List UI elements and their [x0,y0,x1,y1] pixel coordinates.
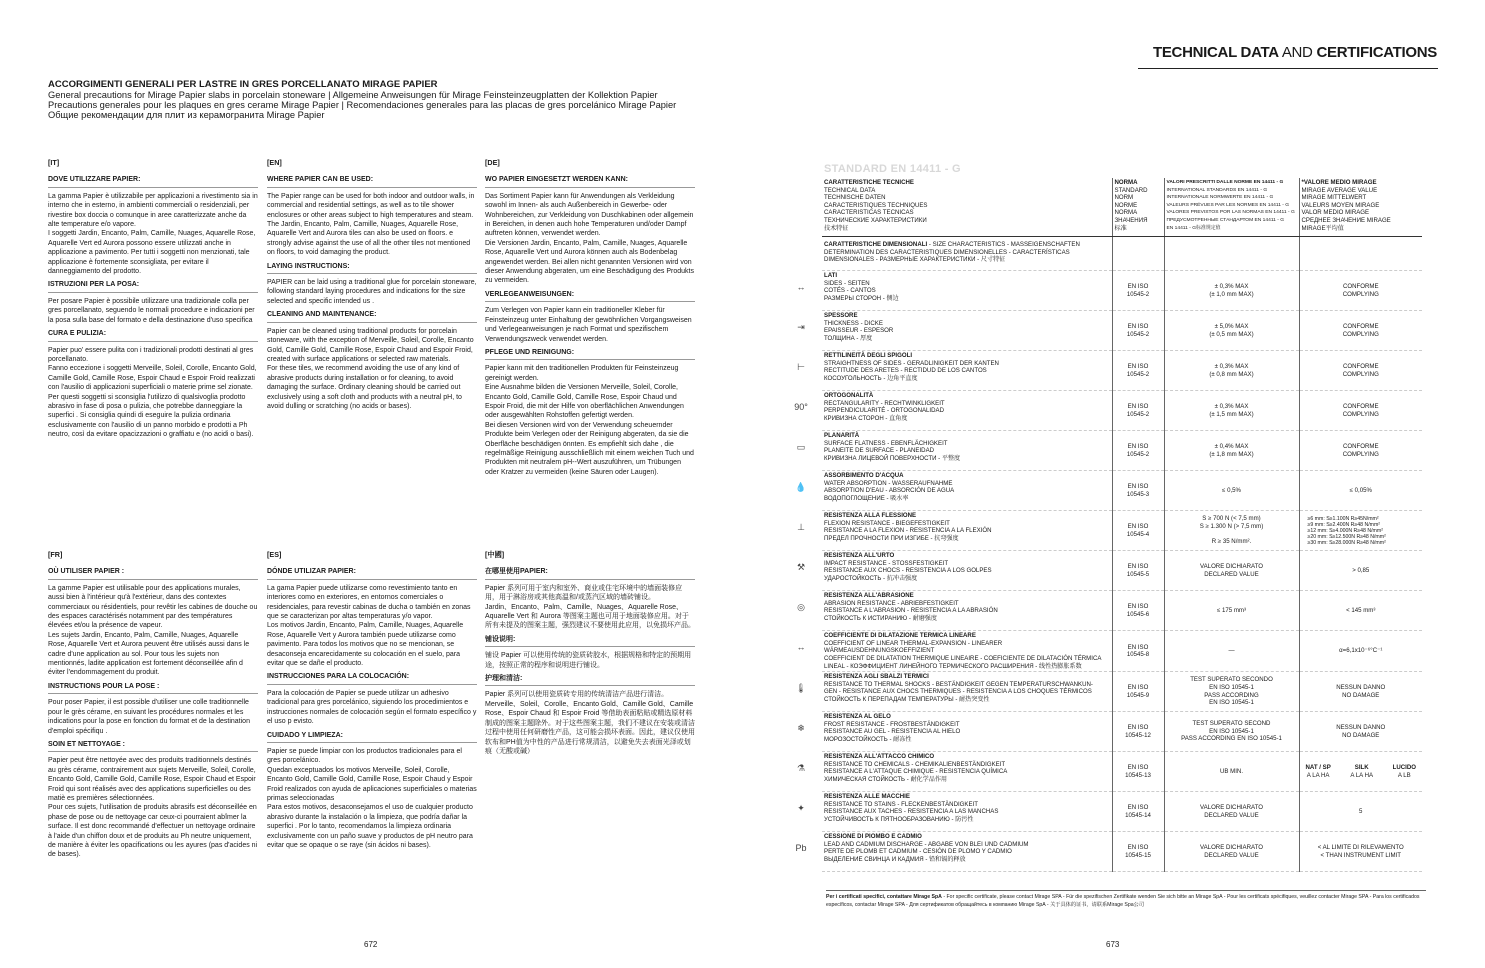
table-row [822,391,1422,431]
mirage-value-cell: 5 [1299,792,1422,832]
mirage-value-cell: NESSUN DANNO NO DAMAGE [1299,712,1422,752]
characteristic-desc: LEAD AND CADMIUM DISCHARGE - ABGABE VON BLEI UND CADMIUM PERTE DE PLOMB ET CADMIUM - CESIÓN DE PLOMO Y CADMIO ВЫДЕЛЕНИЕ СВИНЦА И КАДМИЯ - 铅和镉的释放 [824,840,1029,863]
characteristic-desc: FROST RESISTANCE - FROSTBESTÄNDIGKEIT RESISTANCE AU GEL - RESISTENCIA AL HIELO МОРОЗОСТОЙКОСТЬ - 耐冻性 [824,720,961,743]
characteristic-icon: 🌡 [795,683,807,694]
table-row [822,591,1422,631]
section-heading: ISTRUZIONI PER LA POSA: [48,280,258,292]
section-heading: CLEANING AND MAINTENANCE: [267,310,477,322]
chem-finish-value: A LA HA [1350,771,1374,779]
section-heading: PFLEGE UND REINIGUNG: [485,348,695,360]
lang-tag: [中國] [485,550,505,559]
chem-finish-label: LUCIDO [1392,764,1416,772]
section-heading: DOVE UTILIZZARE PAPIER: [48,175,258,187]
header-mirage-value: *VALORE MEDIO MIRAGE MIRAGE AVERAGE VALUE MIRAGE MITTELWERT VALEURS MOYEN MIRAGE VALOR MEDIO MIRAGE СРЕДНЕЕ ЗНАЧЕНИЕ MIRAGE MIRAGE平均值 [1299,178,1422,237]
section-heading: LAYING INSTRUCTIONS: [267,262,477,274]
section-text: Zum Verlegen von Papier kann ein traditioneller Kleber für Feinsteinzeug unter Einhaltung der gewöhnlichen Vorgangsweisen und Verlegeanweisungen je nach Format und spezifischem Verwendungszweck verwendet werden. [485,307,692,343]
characteristic-name: RESISTENZA AGLI SBALZI TERMICI [824,673,929,681]
lang-tag: [FR] [48,550,63,559]
footer-note [826,890,1426,909]
norm-cell: EN ISO 10545-15 [1112,832,1164,872]
norm-cell: EN ISO 10545-2 [1112,311,1164,351]
section-heading: 铺设说明: [485,635,695,647]
norm-cell: EN ISO 10545-8 [1112,631,1164,672]
chem-finish [1393,764,1416,779]
section-text: PAPIER can be laid using a traditional glue for porcelain stoneware, following standard laying procedures and indications for the size selected and specific intended us . [267,279,477,305]
norm-cell: EN ISO 10545-14 [1112,792,1164,832]
mirage-value-cell: CONFORME COMPLYING [1299,391,1422,431]
lang-tag: [ES] [267,550,282,559]
table-row [822,752,1422,792]
flex-value-line: ≥12 mm: S≥4.000N R≥48 N/mm² [1307,527,1383,534]
section-text: The Papier range can be used for both indoor and outdoor walls, in commercial and residential settings, as well as to tile shower enclosures or other areas subject to high temperatures and steam. The Jardin, Encanto, Palm, Camille, Nuages, Aquarelle Rose, Aquarelle Vert and Aurora tiles can also be used on floors. e strongly advise against the use of all the other tiles not mentioned on floors, to void damaging the product. [267,192,475,257]
flex-value-line: ≥9 mm: S≥2.400N R≥48 N/mm² [1307,521,1381,528]
characteristic-name: SPESSORE [824,312,858,320]
characteristic-desc: WATER ABSORPTION - WASSERAUFNAHME ABSORPTION D'EAU - ABSORCIÓN DE AGUA ВОДОПОГЛОЩЕНИЕ - 吸水率 [824,479,955,502]
footer-bold: Per i certificati specifici, contattare Mirage SpA [826,894,942,900]
norm-cell: EN ISO 10545-13 [1112,752,1164,792]
section-text: Papier 系列可以使用瓷质砖专用的传统清洁产品进行清洁。Merveille、Soleil、Corolle、Encanto Gold、Camille Gold、Camille Rose、Espoir Chaud 和 Espoir Froid 等借助表面粘贴或精选原材料制成的图案主题除外。对于这些图案主题，我们不建议在安装或清洁过程中使用任何研磨性产品，这可能会损坏表面。因此，建议仅使用软布和PH值为中性的产品进行常规清洁，以避免失去表面光泽或划痕（无酸或碱） [485,691,695,755]
lang-column-de [485,158,695,481]
header-required-values: VALORI PRESCRITTI DALLE NORME EN 14411 - G INTERNATIONAL STANDARDS EN 14411 - G INTERNATIONALE NORMWERTE EN 14411 - G VALEURS PRÉVUES PAR LES NORMES EN 14411 - G VALORES PREVISTOS POR LAS NORMAS EN 14411 - G ПРЕДУСМОТРЕННЫЕ СТАНДАРТОМ EN 14411 - G EN 14411 - G标准规定值 [1164,178,1299,237]
characteristic-desc: STRAIGHTNESS OF SIDES - GERADLINIGKEIT DER KANTEN RECTITUDE DES ARETES - RECTIDUD DE LOS CANTOS КОСОУГОЛЬНОСТЬ - 边角平直度 [824,359,999,382]
characteristic-name: RESISTENZA AL GELO [824,713,891,721]
section-heading: CUIDADO Y LIMPIEZA: [267,731,477,743]
dim-heading: CARATTERISTICHE DIMENSIONALI [824,241,928,249]
characteristic-icon: 💧 [795,482,807,493]
section-heading: OÙ UTILISER PAPIER : [48,567,258,579]
section-heading: SOIN ET NETTOYAGE : [48,740,258,752]
characteristic-icon: ◎ [797,602,805,613]
characteristic-desc: THICKNESS - DICKE EPAISSEUR - ESPESOR ТОЛЩИНА - 厚度 [824,319,894,342]
section-text: La gama Papier puede utilizarse como revestimiento tanto en interiores como en exteriores, en entornos comerciales o residenciales, para revestir cabinas de ducha o también en zonas que se caracterizan por altas temperaturas y/o vapor. Los motivos Jardin, Encanto, Palm, Camille, Nuages, Aquarelle Rose, Aquarelle Vert y Aurora también puede utilizarse como pavimento. Para todos los motivos que no se mencionan, se desaconseja encarecidamente su colocación en el suelo, para evitar que se dañe el producto. [267,584,471,668]
lang-tag: [IT] [48,158,60,167]
characteristic-icon: 90° [794,402,808,413]
chem-finish-label: SILK [1354,764,1369,772]
characteristic-desc: FLEXION RESISTANCE - BIEGEFESTIGKEIT RESISTANCE A LA FLEXION - RESISTENCIA A LA FLEXIÓN ПРЕДЕЛ ПРОЧНОСТИ ПРИ ИЗГИБЕ - 抗弯强度 [824,519,992,542]
required-value-cell: — [1164,631,1299,672]
characteristic-name: ORTOGONALITÀ [824,392,874,400]
flex-values [1302,516,1421,546]
mirage-value-cell: < AL LIMITE DI RILEVAMENTO < THAN INSTRUMENT LIMIT [1299,832,1422,872]
footer-text: - For specific certificate, please contact Mirage SPA - Für die spezifischen Zertifikate wenden Sie sich bitte an Mirage SpA - Pour les certificats spécifiques, veuillez contacter Mirage SPA - Para los certificados específicos, contactar Mirage SPA - Для сертификатов обращайтесь в компанию Mirage SpA - 关于具体的证书，请联系Mirage Spa公司 [826,894,1420,908]
table-row [822,471,1422,511]
characteristic-icon: Pb [795,843,807,854]
characteristic-name: RETTILINEITÀ DEGLI SPIGOLI [824,352,913,360]
norm-cell: EN ISO 10545-12 [1112,712,1164,752]
characteristic-desc: RECTANGULARITY - RECHTWINKLIGKEIT PERPENDICULARITÉ - ORTOGONALIDAD КРИВИЗНА СТОРОН - 直角度 [824,399,945,422]
chem-finish [1350,764,1373,779]
characteristic-icon: ▭ [796,442,806,453]
characteristic-name: RESISTENZA ALL'ABRASIONE [824,592,914,600]
characteristic-name: RESISTENZA ALL'ATTACCO CHIMICO [824,753,935,761]
required-value-cell: VALORE DICHIARATO DECLARED VALUE [1164,832,1299,872]
characteristic-desc: RESISTANCE TO STAINS - FLECKENBESTÄNDIGKEIT RESISTANCE AUX TACHES - RESISTENCIA A LAS MANCHAS УСТОЙЧИВОСТЬ К ПЯТНООБРАЗОВАНИЮ - 防污性 [824,800,999,823]
subtitle-2: Precautions generales pour les plaques en gres cerame Mirage Papier | Recomendaciones generales para las placas de gres porcelánico Mirage Papier [48,100,677,110]
table-row [822,351,1422,391]
required-value-cell: ± 0,3% MAX (± 1,5 mm MAX) [1164,391,1299,431]
required-value-cell: ± 0,4% MAX (± 1,8 mm MAX) [1164,431,1299,471]
section-heading: 护理和清洁: [485,674,695,686]
lang-column-en [267,158,477,415]
table-row [822,551,1422,591]
required-value-cell: ≤ 0,5% [1164,471,1299,511]
dimensional-row [822,237,1422,271]
flex-value-line: ≥20 mm: S≥12.500N R≥48 N/mm² [1307,533,1386,540]
title-part-2: AND [1278,44,1317,61]
subtitle-1: General precautions for Mirage Papier slabs in porcelain stoneware | Allgemeine Anweisungen für Mirage Feinsteinzeugplatten der Kollektion Papier [48,90,658,100]
section-heading: DÓNDE UTILIZAR PAPIER: [267,567,477,579]
characteristic-desc: RESISTANCE TO CHEMICALS - CHEMIKALIENBESTÄNDIGKEIT RESISTANCE A L'ATTAQUE CHIMIQUE - RESISTENCIA QUÍMICA ХИМИЧЕСКАЯ СТОЙКОСТЬ - 耐化学品作用 [824,760,1008,783]
required-value-cell: UB MIN. [1164,752,1299,792]
section-heading: INSTRUCCIONES PARA LA COLOCACIÓN: [267,672,477,684]
characteristic-name: LATI [824,272,838,280]
standard-label: STANDARD EN 14411 - G [824,163,961,175]
mirage-value-cell: α=6,1x10⁻⁶°C⁻¹ [1299,631,1422,672]
lang-column-it [48,158,258,444]
chem-finish-label: NAT / SP [1305,764,1331,772]
characteristic-name: RESISTENZA ALLE MACCHIE [824,793,910,801]
section-text: Per posare Papier è possibile utilizzare una tradizionale colla per gres porcellanato, seguendo le normali procedure e indicazioni per la posa sulla base del formato e della destinazione d'uso specifica [48,297,255,324]
mirage-value-cell [1299,752,1422,792]
table-row [822,832,1422,872]
section-text: La gamma Papier è utilizzabile per applicazioni a rivestimento sia in interno che in esterno, in ambienti commerciali o residenziali, per rivestire box doccia o comunque in aree caratterizzate anche da alte temperature e/o vapore. I soggetti Jardin, Encanto, Palm, Camille, Nuages, Aquarelle Rose, Aquarelle Vert ed Aurora possono essere utilizzati anche in applicazione a pavimento. Per tutti i soggetti non menzionati, tale applicazione è fortemente sconsigliata, per evitare il danneggiamento del prodotto. [48,192,258,276]
section-heading: WO PAPIER EINGESETZT WERDEN KANN: [485,175,695,187]
norm-cell: EN ISO 10545-4 [1112,511,1164,551]
characteristic-name: ASSORBIMENTO D'ACQUA [824,472,904,480]
table-row [822,431,1422,471]
characteristic-icon: ⇥ [797,322,805,333]
norm-cell: EN ISO 10545-3 [1112,471,1164,511]
table-row [822,311,1422,351]
section-heading: 在哪里使用PAPIER: [485,567,695,579]
characteristic-desc: ABRASION RESISTANCE - ABRIEBFESTIGKEIT RESISTANCE A L'ABRASION - RESISTENCIA A LA ABRASIÓN СТОЙКОСТЬ К ИСТИРАНИЮ - 耐磨强度 [824,599,998,622]
table-row [822,792,1422,832]
norm-cell: EN ISO 10545-6 [1112,591,1164,631]
table-row [822,672,1422,712]
subtitle-3: Общие рекомендации для плит из керамогранита Mirage Papier [48,110,325,120]
table-row [822,712,1422,752]
mirage-value-cell: < 145 mm³ [1299,591,1422,631]
norm-cell: EN ISO 10545-5 [1112,551,1164,591]
characteristic-name: RESISTENZA ALL'URTO [824,552,895,560]
lang-tag: [EN] [267,158,282,167]
required-value-cell: ± 0,3% MAX (± 0,8 mm MAX) [1164,351,1299,391]
mirage-value-cell: CONFORME COMPLYING [1299,311,1422,351]
section-heading: INSTRUCTIONS POUR LA POSE : [48,682,258,694]
characteristic-desc: COEFFICIENT OF LINEAR THERMAL-EXPANSION - LINEARER WÄRMEAUSDEHNUNGSKOEFFIZIENT COEFFICIENT DE DILATATION THERMIQUE LINEAIRE - COEFICIENTE DE DILATACIÓN TÉRMICA LINEAL - КОЭФФИЦИЕНТ ЛИНЕЙНОГО ТЕРМИЧЕСКОГО РАСШИРЕНИЯ - 线性热膨胀系数 [824,639,1102,670]
precautions-title: ACCORGIMENTI GENERALI PER LASTRE IN GRES PORCELLANATO MIRAGE PAPIER [48,79,438,90]
left-page [0,0,742,968]
mirage-value-cell: NESSUN DANNO NO DAMAGE [1299,672,1422,712]
lang-column-es [267,550,477,854]
required-value-cell: VALORE DICHIARATO DECLARED VALUE [1164,792,1299,832]
required-value-cell: ± 0,3% MAX (± 1,0 mm MAX) [1164,271,1299,311]
mirage-value-cell: > 0,85 [1299,551,1422,591]
section-text: Papier 系列可用于室内和室外、商业或住宅环境中的墙面装修应用，用于淋浴房或其他高温和/或蒸汽区域的墙砖铺设。 Jardin、Encanto、Palm、Camille、Nuages、Aquarelle Rose、Aquarelle Vert 和 Aurora 等图案主题也可用于地面装修应用。对于所有未提及的图案主题，强烈建议不要使用此应用，以免损坏产品。 [485,584,695,630]
norm-cell: EN ISO 10545-2 [1112,351,1164,391]
norm-cell: EN ISO 10545-2 [1112,271,1164,311]
characteristic-name: PLANARITÀ [824,432,860,440]
norm-cell: EN ISO 10545-2 [1112,391,1164,431]
flex-value-line: ≥6 mm: S≥1.100N R≥45N/mm² [1307,515,1379,522]
characteristic-name: RESISTENZA ALLA FLESSIONE [824,512,917,520]
characteristic-icon: ⊥ [797,522,805,533]
section-text: Pour poser Papier, il est possible d'utiliser une colle traditionnelle pour le grès cérame, en suivant les procédures normales et les indications pour la pose en fonction du format et de la destination d'emploi spécifiqu . [48,699,250,735]
section-heading: WHERE PAPIER CAN BE USED: [267,175,477,187]
header-standard: NORMA STANDARD NORM NORME NORMA ЗНАЧЕНИЯ 标准 [1112,178,1164,237]
characteristic-desc: RESISTANCE TO THERMAL SHOCKS - BESTÄNDIGKEIT GEGEN TEMPERATURSCHWANKUN- GEN - RESISTANCE AUX CHOCS THERMIQUES - RESISTENCIA A LOS CHOQUES TÉRMICOS СТОЙКОСТЬ К ПЕРЕПАДАМ ТЕМПЕРАТУРЫ - 耐热突变性 [824,680,1093,703]
characteristic-desc: SURFACE FLATNESS - EBENFLÄCHIGKEIT PLANEITE DE SURFACE - PLANEIDAD КРИВИЗНА ЛИЦЕВОЙ ПОВЕРХНОСТИ - 平整度 [824,439,961,462]
chem-finish-value: A LA HA [1306,771,1330,779]
characteristic-icon: ⚗ [796,763,806,774]
mirage-value-cell: CONFORME COMPLYING [1299,271,1422,311]
required-value-cell: TEST SUPERATO SECOND EN ISO 10545-1 PASS ACCORDING EN ISO 10545-1 [1164,712,1299,752]
section-text: Papier can be cleaned using traditional products for porcelain stoneware, with the exception of Merveille, Soleil, Corolle, Encanto Gold, Camille Gold, Camille Rose, Espoir Chaud and Espoir Froid, created with surface applications or selected raw materials. For these tiles, we recommend avoiding the use of any kind of abrasive products during installation or for cleaning, to avoid damaging the surface. Ordinary cleaning should be carried out exclusively using a soft cloth and products with a neutral pH, to avoid dulling or scratching (no acids or bases). [267,327,474,410]
characteristic-name: COEFFICIENTE DI DILATAZIONE TERMICA LINEARE [824,632,976,640]
required-value-cell: TEST SUPERATO SECONDO EN ISO 10545-1 PASS ACCORDING EN ISO 10545-1 [1164,672,1299,712]
title-part-1: TECHNICAL DATA [1152,44,1279,61]
title-part-3: CERTIFICATIONS [1316,44,1437,61]
section-text: Papier peut être nettoyée avec des produits traditionnels destinés au grès cérame, contrairement aux sujets Merveille, Soleil, Corolle, Encanto Gold, Camille Gold, Camille Rose, Espoir Chaud et Espoir Froid qui sont réalisés avec des applications superficielles ou des matiè es premières sélectionnées. Pour ces sujets, l'utilisation de produits abrasifs est déconseillée en phase de pose ou de nettoyage car ceux-ci pourraient abîmer la surface. Il est donc recommandé d'effectuer un nettoyage ordinaire à l'aide d'un chiffon doux et de produits au Ph neutre uniquement, de manière à éviter les opacifications ou les ayures (pas d'acides ni de bases). [48,757,258,859]
characteristic-icon: ⚒ [796,562,806,573]
section-text: Papier se puede limpiar con los productos tradicionales para el gres porcelánico. Quedan exceptuados los motivos Merveille, Soleil, Corolle, Encanto Gold, Camille Gold, Camille Rose, Espoir Chaud y Espoir Froid realizados con ayuda de aplicaciones superficiales o materias primas seleccionadas Para estos motivos, desaconsejamos el uso de cualquier producto abrasivo durante la instalación o la limpieza, que podría dañar la superfici . Por lo tanto, recomendamos la limpieza ordinaria exclusivamente con un paño suave y productos de pH neutro para evitar que se opaque o se raye (sin ácidos ni bases). [267,747,477,849]
page-number-right: 673 [1106,940,1120,949]
precautions-title-block [48,80,688,120]
chem-finish [1306,764,1331,779]
required-value-cell: S ≥ 700 N (< 7,5 mm) S ≥ 1.300 N (> 7,5 mm) R ≥ 35 N/mm². [1164,511,1299,551]
table-row [822,511,1422,551]
required-value-cell: ± 5,0% MAX (± 0,5 mm MAX) [1164,311,1299,351]
table-header-row [822,178,1422,237]
table-row [822,631,1422,672]
section-text: Para la colocación de Papier se puede utilizar un adhesivo tradicional para gres porcelánico, siguiendo los procedimientos e instrucciones normales de colocación según el formato específico y el uso p evisto. [267,689,477,726]
norm-cell: EN ISO 10545-9 [1112,672,1164,712]
section-text: 铺设 Papier 可以使用传统的瓷质砖胶水，根据规格和特定的预期用途，按照正常的程序和说明进行铺设。 [485,652,692,669]
norm-cell: EN ISO 10545-2 [1112,431,1164,471]
mirage-value-cell [1299,511,1422,551]
header-characteristics: CARATTERISTICHE TECNICHE TECHNICAL DATA TECHNISCHE DATEN CARACTERISTIQUES TECHNIQUES CARACTERISTICAS TECNICAS ТЕХНИЧЕСКИЕ ХАРАКТЕРИСТИКИ 技术特征 [822,178,1112,237]
characteristic-icon: ✦ [797,803,805,814]
section-text: Papier kann mit den traditionellen Produkten für Feinsteinzeug gereinigt werden. Eine Ausnahme bilden die Versionen Merveille, Soleil, Corolle, Encanto Gold, Camille Gold, Camille Rose, Espoir Chaud und Espoir Froid, die mit der Hilfe von oberflächlichen Anwendungen oder ausgewählten Rohstoffen gefertigt werden. Bei diesen Versionen wird von der Verwendung scheuernder Produkte beim Verlegen oder der Reinigung abgeraten, da sie die Oberfläche beschädigen önnten. Es empfiehlt sich dahe , die regelmäßige Reinigung ausschließlich mit einem weichen Tuch und Produkten mit neutralem pH--Wert auszuführen, um Trübungen oder Kratzer zu vermeiden (keine Säuren oder Laugen). [485,365,694,476]
table-row [822,271,1422,311]
table-body [794,271,1422,872]
lang-column-fr [48,550,258,864]
required-value-cell: ≤ 175 mm³ [1164,591,1299,631]
section-heading: CURA E PULIZIA: [48,329,258,341]
mirage-value-cell: CONFORME COMPLYING [1299,431,1422,471]
lang-tag: [DE] [485,158,500,167]
characteristic-name: CESSIONE DI PIOMBO E CADMIO [824,833,922,841]
characteristic-icon: ↔ [796,282,806,293]
page-number-left: 672 [364,940,378,949]
characteristic-icon: ↔ [796,642,806,653]
lang-column-zh [485,550,695,760]
section-text: Das Sortiment Papier kann für Anwendungen als Verkleidung sowohl im Innen- als auch Außenbereich in Gewerbe- oder Wohnbereichen, zur Verkleidung von Duschkabinen oder allgemein in Bereichen, in denen auch hohe Temperaturen und/oder Dampf auftreten können, verwendet werden. Die Versionen Jardin, Encanto, Palm, Camille, Nuages, Aquarelle Rose, Aquarelle Vert und Aurora können auch als Bodenbelag angewendet werden. Bei allen nicht genannten Versionen wird von dieser Anwendung abgeraten, um eine Beschädigung des Produkts zu vermeiden. [485,192,694,285]
characteristic-icon: ⊢ [797,362,805,373]
technical-data-table [794,178,1422,872]
mirage-value-cell: CONFORME COMPLYING [1299,351,1422,391]
mirage-value-cell: ≤ 0,05% [1299,471,1422,511]
chem-finish-value: A LB [1397,771,1411,779]
characteristic-icon: ❄ [797,723,805,734]
technical-data-title [1153,44,1437,61]
characteristic-desc: SIDES - SEITEN COTÉS - CANTOS РАЗМЕРЫ СТОРОН - 侧边 [824,279,899,302]
dim-text: - SIZE CHARACTERISTICS - MASSEIGENSCHAFTEN DETERMINATION DES CARACTERISTIQUES DIMENSIONELLES - CARACTERÍSTICAS DIMENSIONALES - РАЗМЕРНЫЕ ХАРАКТЕРИСТИКИ - 尺寸特征 [824,241,1080,264]
section-text: Papier puo' essere pulita con i tradizionali prodotti destinati al gres porcellanato. Fanno eccezione i soggetti Merveille, Soleil, Corolle, Encanto Gold, Camille Gold, Camille Rose, Espoir Chaud e Espoir Froid realizzati con l'ausilio di applicazioni superficiali o materie prime sel zionate. Per questi soggetti si sconsiglia l'utilizzo di qualsivoglia prodotto abrasivo in fase di posa o pulizia, che potrebbe danneggiare la superfici . Si consiglia quindi di eseguire la pulizia ordinaria esclusivamente con l'ausilio di un panno morbido e prodotti a Ph neutro, così da evitare opacizzazioni o graffiatu e (no acidi o basi). [48,346,257,439]
title-divider [1138,68,1438,69]
section-text: La gamme Papier est utilisable pour des applications murales, aussi bien à l'intérieur qu'à l'extérieur, dans des contextes commerciaux ou résidentiels, pour revêtir les cabines de douche ou des espaces caractérisés notamment par des températures élevées et/ou la présence de vapeur. Les sujets Jardin, Encanto, Palm, Camille, Nuages, Aquarelle Rose, Aquarelle Vert et Aurora peuvent être utilisés aussi dans le cadre d'une application au sol. Pour tous les sujets non mentionnés, ladite application est fortement déconseillée afin d éviter l'endommagement du produit. [48,584,258,677]
characteristic-desc: IMPACT RESISTANCE - STOSSFESTIGKEIT RESISTANCE AUX CHOCS - RESISTENCIA A LOS GOLPES УДАРОСТОЙКОСТЬ - 抗冲击强度 [824,559,992,582]
right-page [742,0,1485,968]
section-heading: VERLEGEANWEISUNGEN: [485,290,695,302]
flex-value-line: ≥30 mm: S≥28.000N R≥48 N/mm² [1307,539,1386,546]
required-value-cell: VALORE DICHIARATO DECLARED VALUE [1164,551,1299,591]
